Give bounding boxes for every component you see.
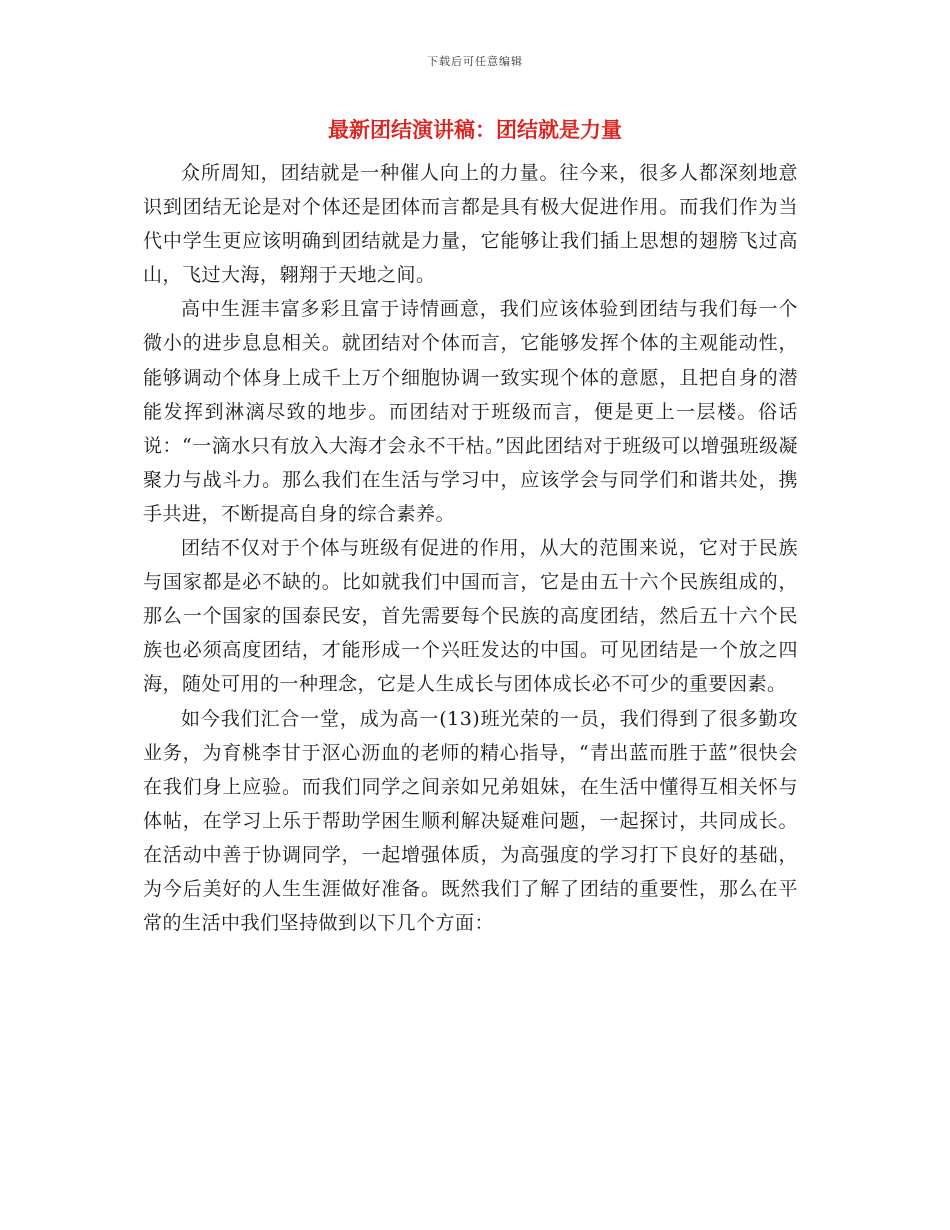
- paragraph-1: 众所周知，团结就是一种催人向上的力量。往今来，很多人都深刻地意识到团结无论是对个体还是团体而言都是具有极大促进作用。而我们作为当代中学生更应该明确到团结就是力量，它能够让我们插上思想的翅膀飞过高山，飞过大海，翱翔于天地之间。: [143, 162, 798, 287]
- document-title: 最新团结演讲稿：团结就是力量: [328, 118, 622, 142]
- page-header-note: 下载后可任意编辑: [427, 55, 523, 68]
- paragraph-2: 高中生涯丰富多彩且富于诗情画意，我们应该体验到团结与我们每一个微小的进步息息相关。就团结对个体而言，它能够发挥个体的主观能动性，能够调动个体身上成千上万个细胞协调一致实现个体的意愿，且把自身的潜能发挥到淋漓尽致的地步。而团结对于班级而言，便是更上一层楼。俗话说：“一滴水只有放入大海才会永不干枯。”因此团结对于班级可以增强班级凝聚力与战斗力。那么我们在生活与学习中，应该学会与同学们和谐共处，携手共进，不断提高自身的综合素养。: [143, 298, 798, 525]
- paragraph-3: 团结不仅对于个体与班级有促进的作用，从大的范围来说，它对于民族与国家都是必不缺的。比如就我们中国而言，它是由五十六个民族组成的，那么一个国家的国泰民安，首先需要每个民族的高度团结，然后五十六个民族也必须高度团结，才能形成一个兴旺发达的中国。可见团结是一个放之四海，随处可用的一种理念，它是人生成长与团体成长必不可少的重要因素。: [143, 537, 798, 696]
- document-body: [143, 156, 798, 940]
- paragraph-4: 如今我们汇合一堂，成为高一(13)班光荣的一员，我们得到了很多勤攻业务，为育桃李甘于沤心沥血的老师的精心指导，“青出蓝而胜于蓝”很快会在我们身上应验。而我们同学之间亲如兄弟姐妹，在生活中懂得互相关怀与体帖，在学习上乐于帮助学困生顺利解决疑难问题，一起探讨，共同成长。在活动中善于协调同学，一起增强体质，为高强度的学习打下良好的基础，为今后美好的人生生涯做好准备。既然我们了解了团结的重要性，那么在平常的生活中我们坚持做到以下几个方面：: [143, 707, 798, 935]
